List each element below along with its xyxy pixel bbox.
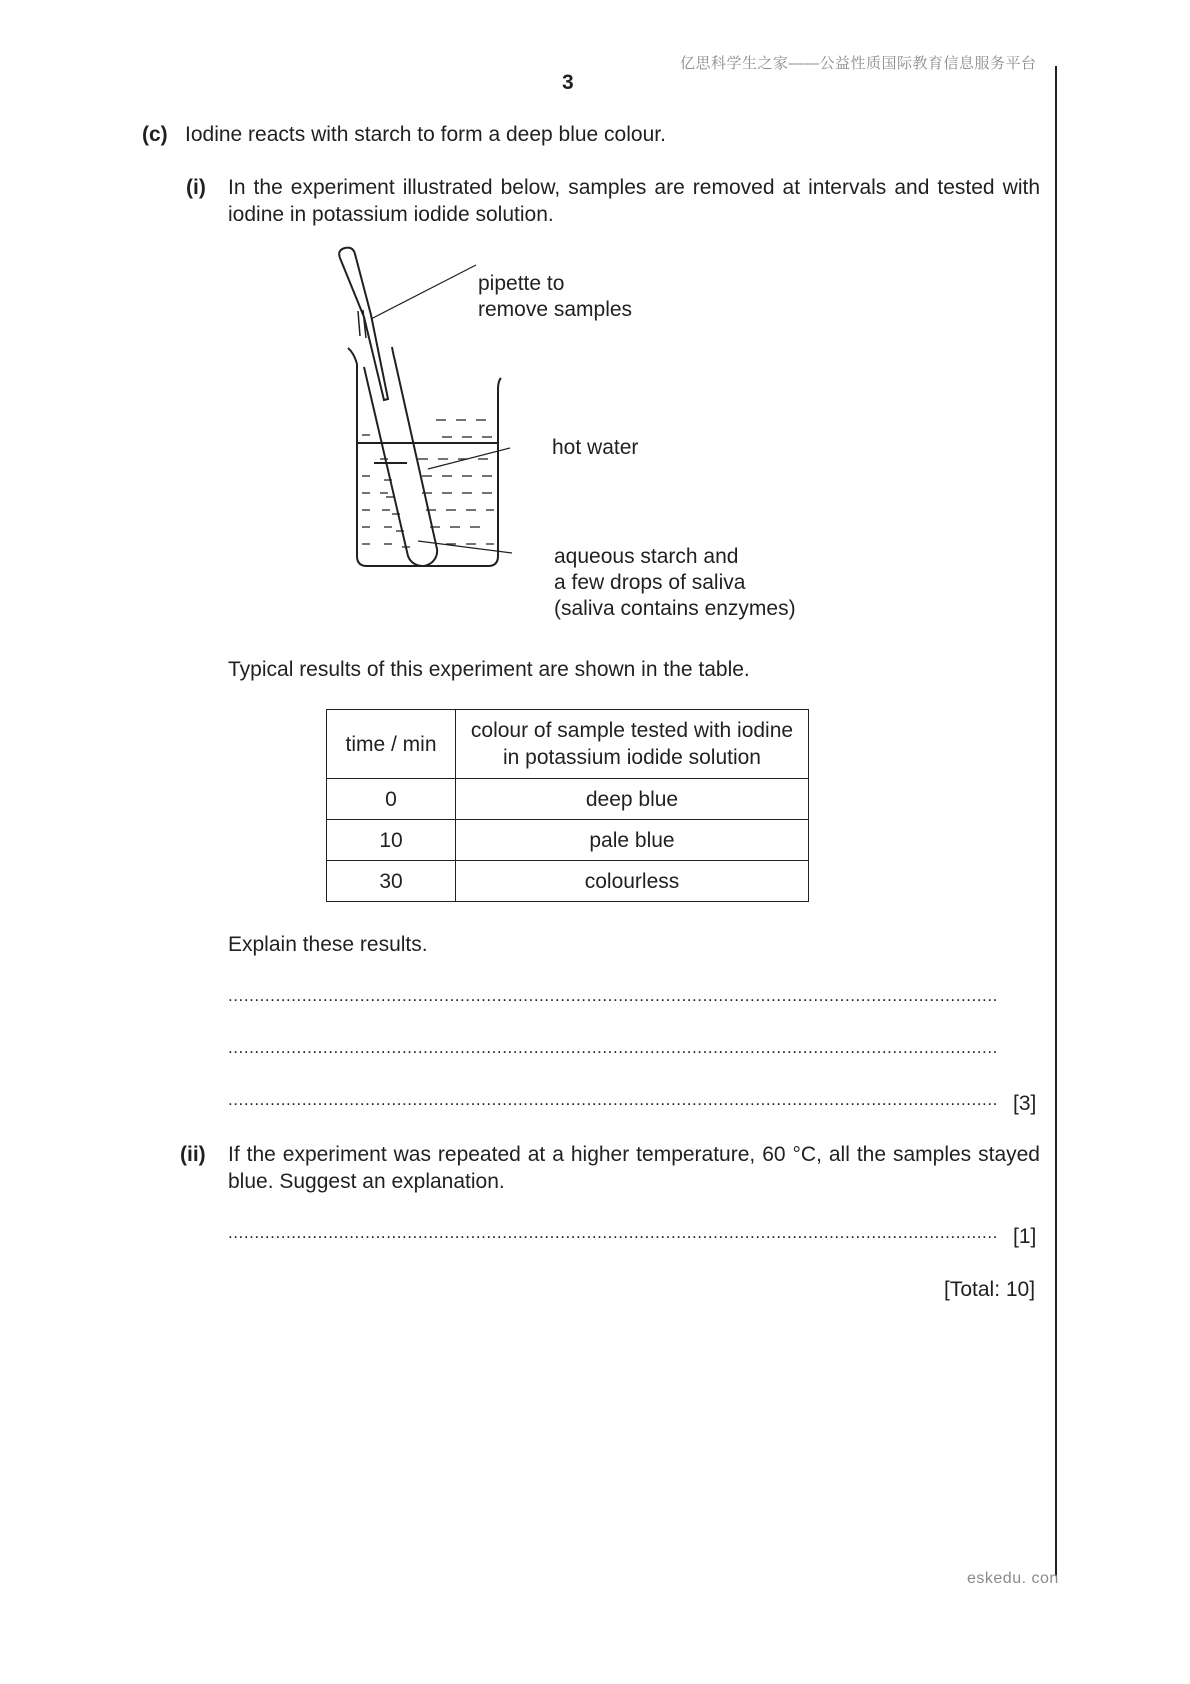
header-time: time / min — [327, 710, 456, 779]
part-c-label: (c) — [142, 123, 168, 146]
cell-time: 0 — [327, 779, 456, 820]
footer-watermark: eskedu. con — [967, 1570, 1059, 1587]
table-row — [327, 820, 809, 861]
cell-colour: pale blue — [456, 820, 809, 861]
table-row — [327, 861, 809, 902]
test-tube — [364, 347, 437, 566]
cell-colour: deep blue — [456, 779, 809, 820]
results-table — [326, 709, 809, 902]
beaker-outline — [348, 348, 501, 566]
tube-liquid-dashes — [384, 480, 410, 547]
cell-time: 10 — [327, 820, 456, 861]
sub-i-label: (i) — [186, 176, 206, 199]
header-colour-line2: in potassium iodide solution — [503, 746, 761, 769]
label-starch-line2: a few drops of saliva — [554, 571, 746, 594]
pipette-leader — [371, 265, 476, 319]
table-row — [327, 779, 809, 820]
label-hot-water: hot water — [552, 436, 639, 459]
marks-ii: [1] — [1013, 1225, 1037, 1248]
total-marks: [Total: 10] — [944, 1278, 1036, 1301]
label-pipette-line2: remove samples — [478, 298, 633, 321]
table-intro: Typical results of this experiment are shown in the table. — [228, 658, 750, 681]
header-banner: 亿思科学生之家——公益性质国际教育信息服务平台 — [680, 55, 1037, 72]
page-number: 3 — [562, 71, 574, 94]
sub-ii-label: (ii) — [180, 1143, 206, 1166]
experiment-diagram — [300, 235, 860, 630]
marks-i: [3] — [1013, 1092, 1037, 1115]
pipette — [339, 248, 388, 400]
sub-i-intro: In the experiment illustrated below, samples are removed at intervals and tested with iodine in potassium iodide solution. — [228, 176, 1040, 226]
margin-rule — [1055, 66, 1057, 1576]
table-header-row — [327, 710, 809, 779]
label-pipette-line1: pipette to — [478, 272, 565, 295]
label-starch-line3: (saliva contains enzymes) — [554, 597, 796, 620]
explain-question: Explain these results. — [228, 933, 428, 956]
part-c-stem: Iodine reacts with starch to form a deep blue colour. — [185, 123, 666, 146]
sub-ii-question: If the experiment was repeated at a higher temperature, 60 °C, all the samples stayed blue. Suggest an explanation. — [228, 1143, 1040, 1193]
water-dashes — [362, 420, 494, 544]
answer-line-3[interactable]: .................................................................................................................................................. — [228, 1090, 998, 1109]
label-starch-line1: aqueous starch and — [554, 545, 739, 568]
header-colour-line1: colour of sample tested with iodine — [470, 719, 794, 742]
answer-line-1[interactable]: .................................................................................................................................................. — [228, 986, 998, 1005]
header-colour — [456, 710, 809, 779]
answer-line-2[interactable]: .................................................................................................................................................. — [228, 1038, 998, 1057]
cell-colour: colourless — [456, 861, 809, 902]
cell-time: 30 — [327, 861, 456, 902]
answer-line-ii[interactable]: .................................................................................................................................................. — [228, 1223, 998, 1242]
